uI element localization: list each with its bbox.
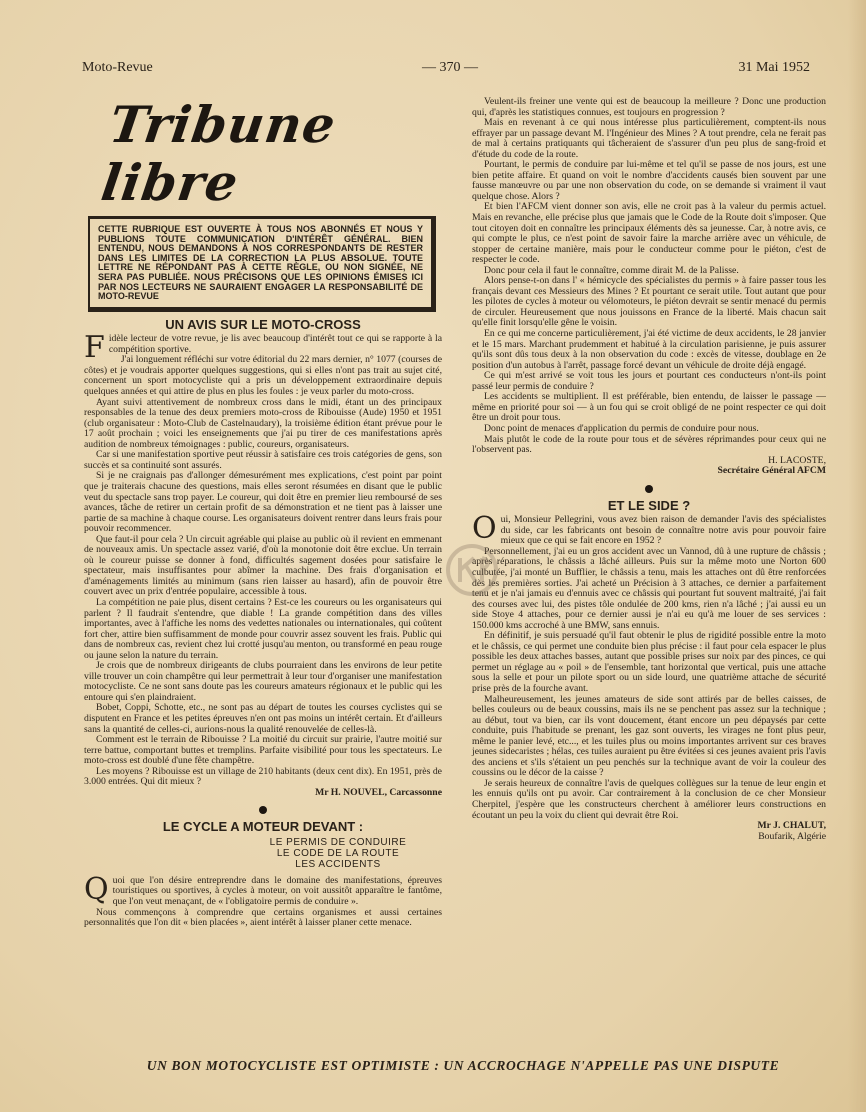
article-paragraph: Ayant suivi attentivement de nombreux cross dans le midi, étant un des principaux responsables de la tenue des deux premiers moto-cross de Ribouisse (Aude) 1950 et 1951 (club organisateur : Moto-Club de Castelnaudary), la troisième édition étant prévue pour le 17 août prochain ; voici les enseignements que j'ai pu tirer de ces manifestations après audition de nombreux témoignages : public, coureurs, organisateurs. [84,396,442,450]
article-paragraph: Nous commençons à comprendre que certains organismes et aussi certaines personnalités que l'on dit « bien placées », aient intérêt à laisser planer cette menace. [84,906,442,929]
article-paragraph: La compétition ne paie plus, disent certains ? Est-ce les coureurs ou les organisateurs qui parlent ? Il faudrait s'entendre, que diable ! La grande compétition dans des villes importantes, avec à l'affiche les noms des vedettes nationales ou internationales, qui coûtent fort cher, attire bien suffisamment de monde pour couvrir assez souvent les frais. Public qui dans de nombreux cas, revient chez lui crotté jusqu'au menton, ou transformé en peau rouge ou jaune selon la nature du terrain. [84,596,442,661]
signature: Mr J. CHALUT, [757,820,826,832]
article-paragraph: Quoi que l'on désire entreprendre dans le domaine des manifestations, épreuves touristiques ou sportives, à cycles à moteur, on voit aussitôt apparaître le fantôme, que l'on veut menaçant, de « l'obligatoire permis de conduire ». [84,871,442,907]
right-column [472,97,826,842]
page-footer-motto: UN BON MOTOCYCLISTE EST OPTIMISTE : UN ACCROCHAGE N'APPELLE PAS UNE DISPUTE [146,1058,780,1073]
dropcap: Q [84,871,109,907]
article-paragraph: Les moyens ? Ribouisse est un village de 210 habitants (deux cent dix). En 1951, près de 3.000 entrées. Qui dit mieux ? [84,765,442,788]
page-number: — 370 — [422,60,478,75]
article-title-side: ET LE SIDE ? [607,497,691,513]
torn-edge [848,0,866,1112]
article-paragraph: En définitif, je suis persuadé qu'il faut obtenir le plus de rigidité possible entre la moto et le châssis, ce qui permet une conduite bien plus précise : il faut pour cela espacer le plus possible les deux attaches basses, autant que possible prises sur noix par des pinces, ce qui permet un réglage au « poil » de l'ensemble, tant horizontal que vertical, puis une attache sous la selle et pour un pilote sport ou un side lourd, une quatrième attache de sécurité prise près de la fourche avant. [472,630,826,694]
article-paragraph: Mais plutôt le code de la route pour tous et de sévères réprimandes pour ceux qui ne l'observent pas. [472,433,826,456]
tribune-title: Tribune libre [97,95,340,212]
article-paragraph: Les accidents se multiplient. Il est préférable, bien entendu, de laisser le passage — même en priorité pour soi — à un fou qui se croit obligé de ne point respecter ce qui doit être un droit pour tous. [472,391,826,424]
article-paragraph: Si je ne craignais pas d'allonger démesurément mes explications, c'est point par point que je traiterais chacune des questions, mais elles seront résumées en disant que le public veut du spectacle sans trop payer. Le coureur, qui doit être en premier lieu remboursé de ses avances, tâche de retirer un certain profit de sa démonstration et ne tient pas à laisser une partie de sa machine à chaque course. Les organisateurs doivent rentrer dans leurs frais pour pouvoir recommencer. [84,470,442,535]
article-paragraph: Je crois que de nombreux dirigeants de clubs pourraient dans les environs de leur petite ville trouver un coin champêtre qui leur permettrait à leur tour d'organiser une manifestation motocycliste. Ce ne sont sans doute pas les coureurs amateurs régionaux et le public qui les entoure qui s'en plaindraient. [84,660,442,703]
issue-date: 31 Mai 1952 [738,60,810,75]
article-subhead: LE PERMIS DE CONDUIRE LE CODE DE LA ROUTE LES ACCIDENTS [269,836,407,870]
article-paragraph: Veulent-ils freiner une vente qui est de beaucoup la meilleure ? Donc une production qui, d'après les statistiques connues, est toujours en progression ? [472,96,826,118]
article-title-cycle: LE CYCLE A MOTEUR DEVANT : [162,819,364,835]
watermark-logo-icon [440,540,504,600]
page-header [82,60,810,80]
article-paragraph: Car si une manifestation sportive peut réussir à satisfaire ces trois catégories de gens, son succès et sa continuité sont assurés. [84,449,442,471]
article-paragraph: Fidèle lecteur de votre revue, je lis avec beaucoup d'intérêt tout ce qui se rapporte à la compétition sportive. [84,330,442,366]
article-paragraph: Donc point de menaces d'application du permis de conduire pour nous. [484,422,759,434]
article-paragraph: Alors pense-t-on dans l' « hémicycle des spécialistes du permis » à faire passer tous les français devant ces Messieurs des Mines ? Et pourtant ce serait utile. Tout autant que pour les pilotes de cycles à moteur ou vélomoteurs, le piéton devrait se sentir menacé du permis de circuler. Heureusement que nous jouissons en France de la liberté. Mais chacun sait qu'elle finit lorsqu'elle gêne le voisin. [472,275,826,329]
signature: H. LACOSTE, [768,454,826,466]
dropcap: F [84,330,105,366]
article-paragraph: Je serais heureux de connaître l'avis de quelques collègues sur la tenue de leur engin et les ennuis qu'ils ont pu avoir. Car contrairement à la conclusion de ce cher Monsieur Cherpitel, j'espère que les constructeurs cherchent à améliorer leurs constructions en écoutant un peu la voix du client qui devrait être Roi. [472,777,826,821]
article-paragraph: Mais en revenant à ce qui nous intéresse plus particulièrement, comptent-ils nous effrayer par un passage devant M. l'Ingénieur des Mines ? A tout prendre, cela ne ferait pas de mal à certains pratiquants qui tâcheraient de s'assurer d'un peu plus de sang-froid et d'étude du code de la route. [472,117,826,160]
article-title-motocross: UN AVIS SUR LE MOTO-CROSS [165,316,361,332]
signature: Mr H. NOUVEL, Carcassonne [315,786,442,798]
article-paragraph: Ce qui m'est arrivé se voit tous les jours et pourtant ces conducteurs n'ont-ils point passé leur permis de conduire ? [472,370,826,392]
separator-bullet [645,485,653,493]
article-paragraph: Oui, Monsieur Pellegrini, vous avez bien raison de demander l'avis des spécialistes du side, car les fabricants ont besoin de connaître notre avis pour pouvoir faire mieux que ce qui se fait encore en 1952 ? [472,511,826,547]
left-column [84,96,442,929]
signature-place: Boufarik, Algérie [758,830,826,842]
article-paragraph: Que faut-il pour cela ? Un circuit agréable qui plaise au public où il revient en emmenant de nouveaux amis. Un spectacle assez varié, d'où la monotonie doit être exclue. Un terrain où le coureur puisse se donner à fond, difficultés sagement dosées pour satisfaire le spectateur, mais insuffisantes pour abîmer la machine. Des frais d'organisation et d'aménagements limités au minimum (sans rien laisser au hasard), afin de pouvoir être couvert avec un prix d'entrée populaire, accessible à tous. [84,533,442,598]
article-paragraph: Pourtant, le permis de conduire par lui-même et tel qu'il se passe de nos jours, est une bien petite affaire. Et quand on voit le nombre d'accidents causés bien souvent par une fausse manœuvre ou par une non observation du code, on se demande si vraiment il vaut quelque chose. Alors ? [472,159,826,202]
article-paragraph: Et bien l'AFCM vient donner son avis, elle ne croit pas à la valeur du permis actuel. Mais en revanche, elle précise plus que jamais que le Code de la Route doit s'imposer. Que tout citoyen doit en connaître les principaux éléments dès sa jeunesse. Car, à notre avis, ce qui compte le plus, ce n'est point de savoir faire la marche arrière avec un véhicule, de stopper de certaine manière, mais pour le conducteur comme pour le piéton, c'est de respecter le code. [472,201,826,266]
editorial-notice: CETTE RUBRIQUE EST OUVERTE À TOUS NOS ABONNÉS ET NOUS Y PUBLIONS TOUTE COMMUNICATION D'INTÉRÊT GÉNÉRAL. BIEN ENTENDU, NOUS DEMANDONS À NOS CORRESPONDANTS DE RESTER DANS LES LIMITES DE LA CORRECTION LA PLUS ABSOLUE. TOUTE LETTRE NE RÉPONDANT PAS À CETTE RÈGLE, OU NON SIGNÉE, NE SERA PAS PUBLIÉE. NOUS PRÉCISONS QUE LES OPINIONS ÉMISES ICI PAR NOS LECTEURS NE SAURAIENT ENGAGER LA RESPONSABILITÉ DE MOTO-REVUE [88,216,436,312]
article-paragraph: Bobet, Coppi, Schotte, etc., ne sont pas au départ de toutes les courses cyclistes qui se disputent en France et les petites épreuves n'en ont pas moins un intérêt certain. Et d'ailleurs sans la quantité de celles-ci, aurions-nous la qualité renouvelée de celles-là. [84,702,442,735]
article-paragraph: Donc pour cela il faut le connaître, comme dirait M. de la Palisse. [484,264,739,276]
article-paragraph: Comment est le terrain de Ribouisse ? La moitié du circuit sur prairie, l'autre moitié sur terre battue, comportant buttes et tremplins. Parfaite visibilité pour tous les spectateurs. Le moto-cross est doublé d'une fête champêtre. [84,734,442,767]
magazine-name: Moto-Revue [82,60,153,75]
article-paragraph: J'ai longuement réfléchi sur votre éditorial du 22 mars dernier, n° 1077 (courses de côtes) et je voudrais apporter quelques suggestions, qui si elles n'ont pas trait au sujet cité, concernent un sport motocycliste qui a pris un développement extraordinaire depuis quelques années et qui attire de plus en plus les foules : je veux parler du moto-cross. [84,354,442,398]
separator-bullet [259,806,267,814]
article-paragraph: Personnellement, j'ai eu un gros accident avec un Vannod, dû à une rupture de châssis ; après réparations, le châssis a lâché ailleurs. Puis sur la même moto une Norton 600 culbutée, j'ai monté un Bufflier, le châssis a tenu, mais les attaches ont dû être renforcées dès les premières sorties. J'ai acheté un Précision à 3 attaches, ce dernier a parfaitement tenu et je n'ai jamais eu d'ennuis avec ce châssis qui pourtant fut souvent maltraité, j'ai fait des courses avec lui, des pistes tôle ondulée de 200 kms, rien n'a lâché ; j'ai aussi eu un side Stoye 4 attaches, pour ce dernier aussi je n'ai eu qu'à me louer de ses services : 150.000 kms accroché à une BMW, sans ennuis. [472,545,826,631]
article-paragraph: En ce qui me concerne particulièrement, j'ai été victime de deux accidents, le 28 janvier et le 15 mars. Marchant prudemment et habitué à la circulation parisienne, je puis assurer qu'ils sont dûs tous deux à la non observation du code : excès de vitesse, doublage en 2e position d'un autobus à l'arrêt, passage forcé devant un véhicule de droite déjà engagé. [472,328,826,371]
signature-role: Secrétaire Général AFCM [717,465,826,477]
dropcap: O [472,511,497,547]
article-paragraph: Malheureusement, les jeunes amateurs de side sont attirés par de belles caisses, de belles couleurs ou de beaux coussins, mais ils ne se penchent pas assez sur la technique ; au début, tout va bien, car ils vont doucement, étant encore un peu dépaysés par cette conduite, puis l'habitude se prenant, les gaz sont ouverts, les virages ne font plus peur, même le panier levé, etc..., et les tuiles plus ou moins importantes arrivent sur ces braves jeunes sidecaristes ; hélas, ces tuiles auraient pu être évitées si ces jeunes avaient pris l'avis des anciens et s'ils s'étaient un peu penchés sur la technique avant de voir la couleur des coussins ou le décor de la caisse ? [472,693,826,779]
